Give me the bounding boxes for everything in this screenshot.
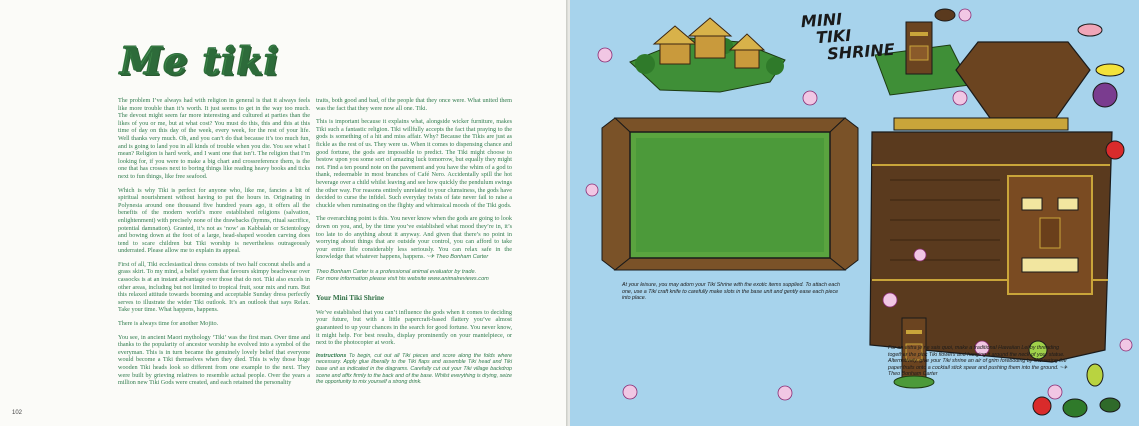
shrine-title [800, 7, 895, 64]
paragraph: We’ve established that you can’t influence the gods when it comes to deciding your future, but with a little papercraft-based flattery you’ve almost guaranteed to up your chances in the search for good fortune. You never know, it might help. For best results, display prominently on your mantelpiece, or next to the photocopier at work. [316, 308, 512, 347]
title-line: TIKI [815, 25, 852, 48]
title-line: SHRINE [826, 39, 896, 64]
caption-signoff: Theo Bonham Carter [888, 371, 938, 378]
caption-text: For an extra je ne sais quoi, make a traditional Hawaiian Lei by threading together the pink Tiki flowers and hanging it around the neck of your statue. Alternatively, give your Tiki shrine an air of grim foreboding by skewering the paper fruits onto a cocktail stick spear and pushing them into the ground. [888, 345, 1067, 371]
article-column-2 [316, 97, 512, 392]
author-signoff: Theo Bonham Carter [436, 254, 489, 261]
paragraph: First of all, Tiki ecclesiastical dress consists of two half coconut shells and a grass skirt. To my mind, a belief system that favours skimpy beachwear over cassocks is at an instant advantage over those that do not. Tiki also excels in other areas, including but not limited to tropical fruit, sour mix and rum. But this relaxed attitude towards booming and acceptable Sunday dress perfectly serves to illustrate the wider Tiki outlook. It’s an outlook that says Relax. Take your time. What happens, happens. [118, 260, 310, 314]
right-page [570, 0, 1139, 426]
shrine-base-net [602, 118, 858, 270]
caption-lei: For an extra je ne sais quoi, make a traditional Hawaiian Lei by threading together the pink Tiki flowers and hanging it around the neck of your statue. Alternatively, give your Tiki shrine an air of grim foreboding by skewering the paper fruits onto a cocktail stick spear and pushing them into the ground. ~✈ Theo Bonham Carter [888, 345, 1068, 378]
section-heading: Your Mini Tiki Shrine [316, 294, 385, 303]
instructions-text: To begin, cut out all Tiki pieces and score along the folds where necessary. Apply glue liberally to the Tiki flaps and assemble Tiki head and Tiki base unit as indicated in the diagrams. Carefully cut out your Tiki village backdrop scene and affix firmly to the back and of the base. Whilst everything is drying, seize the opportunity to mix yourself a strong drink. [316, 352, 512, 386]
title-line: MINI [800, 9, 843, 32]
paragraph: traits, both good and bad, of the people that they once were. What united them was the fact that they were now all one. Tiki. [316, 97, 512, 112]
left-page [0, 0, 568, 426]
article-column-1 [118, 97, 310, 393]
paragraph: Which is why Tiki is perfect for anyone who, like me, fancies a bit of spiritual nourishment without having to put the hours in. Originating in Polynesia around one thousand five hundred years ago, it offers all the benefits of the modern world’s more established religions (salvation, enlightenment) with precisely none of the drawbacks (hymns, ritual sacrifice, potential damnation). Granted, it’s not as ‘now’ as Kabbalah or Scientology and bowing down at the foot of a large, head-shaped wooden carving does tend to scare children but Tiki worship is nevertheless outrageously underrated. Please allow me to explain its appeal. [118, 186, 310, 255]
page-number: 102 [12, 410, 23, 416]
instructions-label: Instructions [316, 352, 347, 359]
paragraph: The problem I’ve always had with religion in general is that it always feels like more trouble than it’s worth. It just seems to get in the way too much. The devout might seem far more interesting and cultured at parties than the likes of you or me, but at what cost? You must do this, this and this at this time of day on this day of the week, every week, for the rest of your life. Well thanks very much. Oh, and you can’t do that because it’s too much fun, and is going to land you in all kinds of trouble when you die. You see what I mean? Religion is hard work, and I want one that isn’t. The religion that I’m looking for, if you were to make a big chart and crossreference them, is the one that has crosses next to boring things like reading heavy books and ticks next to fun things, like free seafood. [118, 97, 310, 180]
author-bio [316, 269, 512, 283]
tiki-village-backdrop [630, 18, 785, 92]
paragraph: You see, in ancient Maori mythology ‘Tiki’ was the first man. Over time and thanks to the popularity of ancestor worship he evolved into a symbol of the everyman. This is in turn became the genuinely lovely belief that everyone would become a Tiki themselves when they died. This is why those huge wooden Tiki heads look so different from one example to the next. They were built by grieving relatives to resemble actual people. Over the years a million new Tiki Gods were created, and each retained the personality [118, 333, 310, 387]
bio-line: Theo Bonham Carter is a professional animal evaluator by trade. [316, 269, 477, 276]
paragraph: There is always time for another Mojito. [118, 320, 219, 328]
article-title: Me tiki [120, 38, 280, 83]
paragraph-text: The overarching point is this. You never know when the gods are going to look down on you, and, by the time you’ve established what mood they’re in, it’s too late to do anything about it anyway. And given that there’s no point in worrying about things that are outside your control, you can afford to take your entire life considerably less seriously. You can relax safe in the knowledge that whatever happens, happens. [316, 215, 512, 261]
paragraph: This is important because it explains what, alongside wicker furniture, makes Tiki such a fantastic religion. Tiki willfully accepts the fact that praying to the gods is something of a hit and miss affair. Why? Because the Tikis are just as fickle as the rest of us. They were us. When it comes to dispensing chance and good fortune, the gods are impossible to predict. The Tiki might choose to bestow upon you some sort of amazing luck tomorrow, but equally they might not. Find a ten pound note on the pavement and you have the whim of a god to thank, redeemable in most branches of Café Nero. Accidentally spill the hot beverage over a child whilst leaving and see how quickly the pendulum swings the other way. For reasons entirely unrelated to your clumsiness, the gods have decided to curse the infidel. Such everyday twists of fate never fail to raise a chuckle when ruminating on the flighty and whimsical moods of the Tiki gods. [316, 118, 512, 209]
caption-adorn: At your leisure, you may adorn your Tiki Shrine with the exotic items supplied. To attach each one, use a Tiki craft knife to carefully make slots in the base unit and gently ease each piece into place. [622, 282, 840, 302]
paragraph: The overarching point is this. You never know when the gods are going to look down on you, and, by the time you’ve established what mood they’re in, it’s too late to do anything about it anyway. And given that there’s no point in worrying about things that are outside your control, you can afford to take your entire life considerably less seriously. You can relax safe in the knowledge that whatever happens, happens. ~✈ Theo Bonham Carter [316, 215, 512, 261]
bio-website: For more information please visit his website www.animalreviews.com [316, 276, 489, 283]
instructions [316, 353, 512, 386]
